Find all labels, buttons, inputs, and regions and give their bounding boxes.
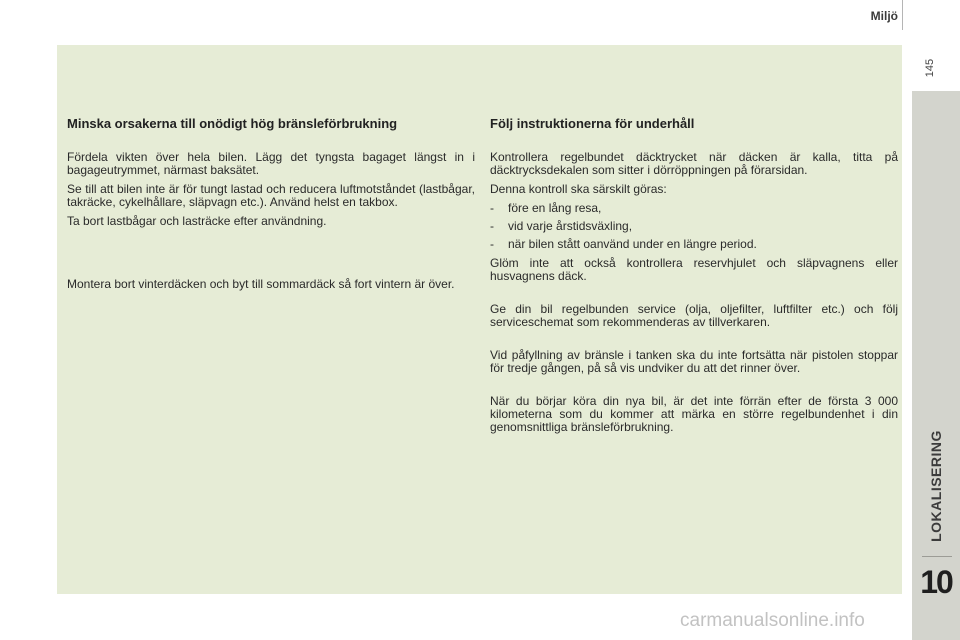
paragraph: Montera bort vinterdäcken och byt till sommardäck så fort vintern är över. (67, 277, 455, 291)
paragraph: När du börjar köra din nya bil, är det inte förrän efter de första 3 000 kilometerna som du kommer att märka en större regelbundenhet i din genomsnittliga bränsleförbrukning. (490, 394, 898, 434)
paragraph: Fördela vikten över hela bilen. Lägg det tyngsta bagaget längst in i bagageutrymmet, närmast baksätet. (67, 150, 475, 177)
list-item-text: när bilen stått oanvänd under en längre period. (508, 237, 757, 251)
watermark: carmanualsonline.info (680, 610, 865, 631)
paragraph: Ta bort lastbågar och lasträcke efter användning. (67, 214, 327, 228)
list-marker: - (490, 219, 494, 233)
left-column (67, 115, 475, 297)
right-heading: Följ instruktionerna för underhåll (490, 116, 695, 131)
list-item-text: vid varje årstidsväxling, (508, 219, 633, 233)
paragraph: Vid påfyllning av bränsle i tanken ska du inte fortsätta när pistolen stoppar för tredje gången, på så vis undviker du att det rinner över. (490, 348, 898, 375)
list-item (490, 220, 898, 233)
list-item-text: före en lång resa, (508, 201, 602, 215)
page-number: 145 (924, 58, 936, 78)
chapter-tab-divider (922, 556, 952, 557)
list-marker: - (490, 201, 494, 215)
chapter-number: 10 (920, 564, 952, 600)
checklist (490, 202, 898, 251)
chapter-tab-label: LOKALISERING (928, 430, 944, 542)
paragraph: Ge din bil regelbunden service (olja, oljefilter, luftfilter etc.) och följ serviceschemat som rekommenderas av tillverkaren. (490, 302, 898, 329)
list-item (490, 238, 898, 251)
section-title: Miljö (870, 9, 898, 23)
paragraph: Se till att bilen inte är för tungt lastad och reducera luftmotståndet (lastbågar, takräcke, cykelhållare, släpvagn etc.). Använd helst en takbox. (67, 182, 475, 209)
paragraph: Glöm inte att också kontrollera reservhjulet och släpvagnens eller husvagnens däck. (490, 256, 898, 283)
paragraph: Kontrollera regelbundet däcktrycket när däcken är kalla, titta på däcktrycksdekalen som sitter i dörröppningen på förarsidan. (490, 150, 898, 177)
content-panel (57, 45, 902, 594)
header-divider (902, 0, 903, 30)
left-heading: Minska orsakerna till onödigt hög bränsleförbrukning (67, 116, 398, 131)
list-item (490, 202, 898, 215)
list-marker: - (490, 237, 494, 251)
paragraph: Denna kontroll ska särskilt göras: (490, 182, 667, 196)
right-column (490, 115, 898, 440)
